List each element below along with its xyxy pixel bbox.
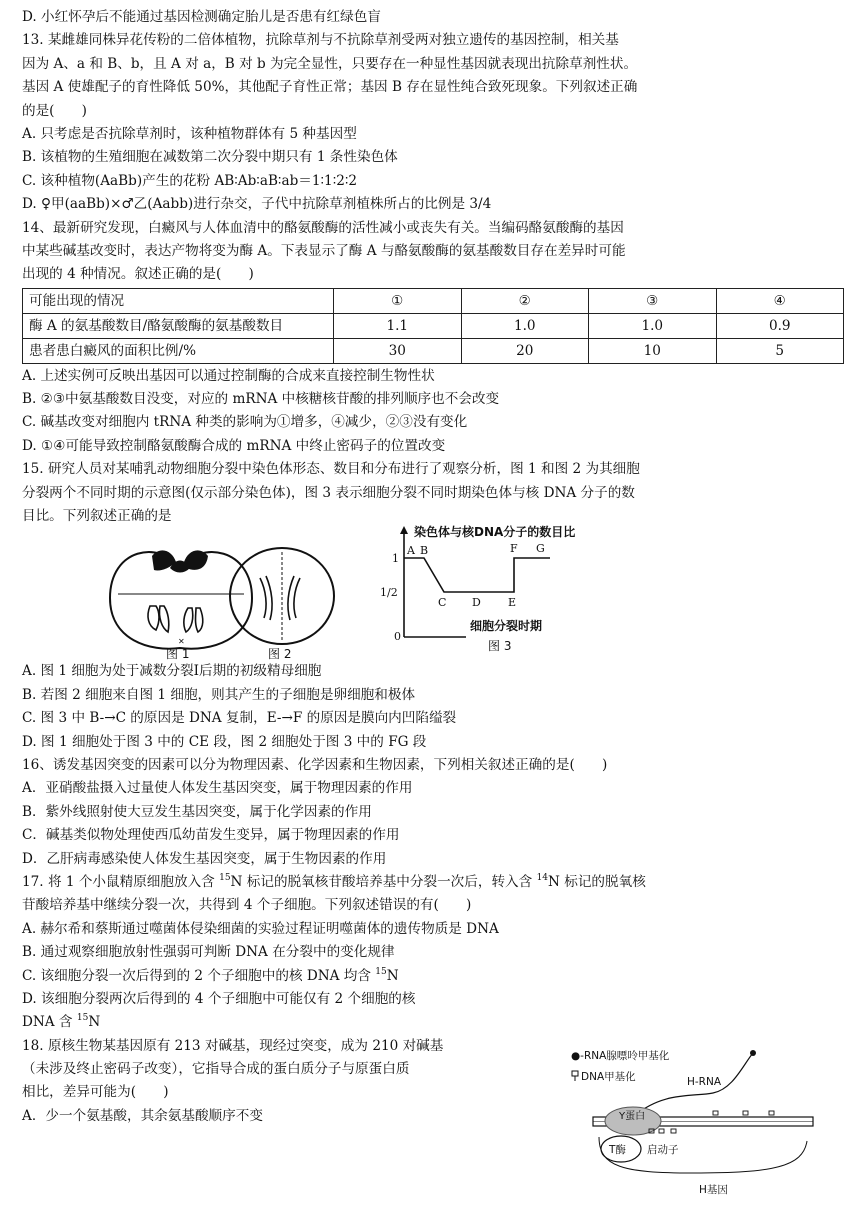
- figure-3-caption: 图 3: [488, 639, 512, 654]
- promoter-label: 启动子: [647, 1144, 679, 1156]
- h-gene-label: H基因: [699, 1184, 728, 1196]
- text-line-2: C. 碱基改变对细胞内 tRNA 种类的影响为①增多，④减少，②③没有变化: [22, 414, 468, 431]
- y-tick-half: 1/2: [380, 586, 398, 600]
- text-line-6: B. 该植物的生殖细胞在减数第二次分裂中期只有 1 条性染色体: [22, 149, 398, 166]
- table-cell: 10: [589, 338, 717, 363]
- point-label: E: [508, 596, 517, 610]
- text-line-0: A. 图 1 细胞为处于减数分裂Ⅰ后期的初级精母细胞: [22, 663, 322, 680]
- figure-row: [22, 525, 844, 661]
- q18-option-a: A．少一个氨基酸，其余氨基酸顺序不变: [22, 1107, 263, 1124]
- text-line-9: 14、最新研究发现，白癜风与人体血清中的酪氨酸酶的活性减小或丧失有关。当编码酪氨酸酶的基因: [22, 219, 624, 236]
- point-label: G: [536, 542, 545, 556]
- point-label: B: [420, 544, 429, 558]
- text-line-3: 基因 A 使雄配子的育性降低 50%，其他配子育性正常；基因 B 存在显性纯合致死现象。下列叙述正确: [22, 79, 638, 96]
- q17-line-1: 17. 将 1 个小鼠精原细胞放入含 $^{15}$N 标记的脱氧核苷酸培养基中分裂一次后，转入含 $^{14}$N 标记的脱氧核: [22, 872, 646, 890]
- figure-1-caption: 图 1: [166, 647, 190, 661]
- point-label: D: [472, 596, 481, 610]
- text-line-3: D. ①④可能导致控制酪氨酸酶合成的 mRNA 中终止密码子的位置改变: [22, 437, 446, 454]
- text-line-2: C. 图 3 中 B-→C 的原因是 DNA 复制，E-→F 的原因是膜向内凹陷缢裂: [22, 710, 457, 727]
- chromosomes: [260, 576, 300, 620]
- legend-rna-methylation: ●-RNA腺嘌呤甲基化: [571, 1050, 670, 1062]
- text-line-8: D. ♀甲(aaBb)×♂乙(Aabb)进行杂交，子代中抗除草剂植株所占的比例是 3/4: [22, 196, 492, 213]
- text-line-8: D．乙肝病毒感染使人体发生基因突变，属于生物因素的作用: [22, 850, 387, 867]
- text-line-0: D. 小红怀孕后不能通过基因检测确定胎儿是否患有红绿色盲: [22, 9, 381, 25]
- exam-page: [22, 6, 844, 1128]
- text-line-7: C．碱基类似物处理使西瓜幼苗发生变异，属于物理因素的作用: [22, 827, 400, 844]
- figure-3: [374, 522, 634, 654]
- table-cell: 1.1: [334, 313, 462, 338]
- chromosomes-top: [152, 551, 208, 573]
- text-line-6: B．紫外线照射使大豆发生基因突变，属于化学因素的作用: [22, 803, 372, 820]
- table-header-cell: 可能出现的情况: [23, 288, 334, 313]
- q17-option-d-2: DNA 含 $^{15}$N: [22, 1013, 101, 1031]
- figure-3-title: 染色体与核DNA分子的数目比: [414, 525, 576, 540]
- text-line-1: B. ②③中氨基酸数目没变，对应的 mRNA 中核糖核苷酸的排列顺序也不会改变: [22, 391, 500, 408]
- figure-2-caption: 图 2: [268, 647, 292, 661]
- svg-text:✕: ✕: [178, 637, 185, 647]
- text-line-3: D. 图 1 细胞处于图 3 中的 CE 段，图 2 细胞处于图 3 中的 FG 段: [22, 733, 427, 750]
- legend-dna-methylation: DNA甲基化: [581, 1071, 636, 1083]
- table-row: [23, 313, 844, 338]
- table-header-cell: ②: [461, 288, 589, 313]
- table-cell: 酶 A 的氨基酸数目/酪氨酸酶的氨基酸数目: [23, 313, 334, 338]
- text-line-4: 的是( ): [22, 102, 87, 119]
- text-line-2: 因为 A、a 和 B、b，且 A 对 a，B 对 b 为完全显性，只要存在一种显性基因就表现出抗除草剂性状。: [22, 55, 638, 72]
- table-header-cell: ④: [716, 288, 844, 313]
- text-line-0: A. 上述实例可反映出基因可以通过控制酶的合成来直接控制生物性状: [22, 367, 435, 384]
- q18-line-1: 18. 原核生物某基因原有 213 对碱基，现经过突变，成为 210 对碱基: [22, 1037, 444, 1054]
- t-enzyme-label: T酶: [609, 1144, 626, 1156]
- q17-option-b: B. 通过观察细胞放射性强弱可判断 DNA 在分裂中的变化规律: [22, 944, 395, 961]
- point-label: A: [407, 544, 415, 558]
- questions-bottom: [22, 660, 844, 871]
- questions-top: [22, 6, 844, 287]
- text-line-5: A. 只考虑是否抗除草剂时，该种植物群体有 5 种基因型: [22, 125, 357, 142]
- table-cell: 患者患白癜风的面积比例/%: [23, 338, 334, 363]
- text-line-1: 13. 某雌雄同株异花传粉的二倍体植物，抗除草剂与不抗除草剂受两对独立遗传的基因控制，相关基: [22, 32, 619, 49]
- methylation-marks: [649, 1111, 774, 1133]
- questions-mid: [22, 365, 844, 529]
- table-cell: 30: [334, 338, 462, 363]
- table-cell: 0.9: [716, 313, 844, 338]
- dna-methylation-icon: [572, 1071, 578, 1081]
- chromosomes-bottom: [148, 606, 203, 632]
- q18-line-2: （未涉及终止密码子改变），它指导合成的蛋白质分子与原蛋白质: [22, 1061, 410, 1078]
- text-line-4: 16、诱发基因突变的因素可以分为物理因素、化学因素和生物因素，下列相关叙述正确的是( ): [22, 756, 608, 773]
- h-gene-bracket: [599, 1137, 807, 1173]
- text-line-5: A．亚硝酸盐摄入过量使人体发生基因突变，属于物理因素的作用: [22, 780, 413, 797]
- text-line-6: 目比。下列叙述正确的是: [22, 508, 172, 525]
- h-rna-label: H-RNA: [687, 1076, 722, 1088]
- x-axis-label: 细胞分裂时期: [470, 619, 543, 634]
- ratio-line: [404, 558, 550, 592]
- table-header-row: [23, 288, 844, 313]
- q17-line-2: 苷酸培养基中继续分裂一次，共得到 4 个子细胞。下列叙述错误的有( ): [22, 897, 472, 914]
- text-line-7: C. 该种植物(AaBb)产生的花粉 AB∶Ab∶aB∶ab＝1∶1∶2∶2: [22, 172, 358, 189]
- text-line-10: 中某些碱基改变时，表达产物将变为酶 A。下表显示了酶 A 与酪氨酸酶的氨基酸数目存在差异时可能: [22, 242, 626, 259]
- text-line-1: B. 若图 2 细胞来自图 1 细胞，则其产生的子细胞是卵细胞和极体: [22, 686, 416, 703]
- gene-regulation-diagram: [563, 1041, 825, 1219]
- text-line-5: 分裂两个不同时期的示意图(仅示部分染色体)，图 3 表示细胞分裂不同时期染色体与核 DNA 分子的数: [22, 484, 635, 501]
- q18-line-3: 相比，差异可能为( ): [22, 1084, 169, 1101]
- table-row: [23, 338, 844, 363]
- y-protein-label: Y蛋白: [619, 1111, 646, 1122]
- table-cell: 1.0: [461, 313, 589, 338]
- text-line-11: 出现的 4 种情况。叙述正确的是( ): [22, 266, 254, 283]
- table-cell: 5: [716, 338, 844, 363]
- table-header-cell: ①: [334, 288, 462, 313]
- table-cell: 20: [461, 338, 589, 363]
- point-label: C: [438, 596, 447, 610]
- q17-option-a: A. 赫尔希和蔡斯通过噬菌体侵染细菌的实验过程证明噬菌体的遗传物质是 DNA: [22, 920, 499, 937]
- table-header-cell: ③: [589, 288, 717, 313]
- y-tick-1: 1: [392, 552, 399, 566]
- q17-option-d-1: D. 该细胞分裂两次后得到的 4 个子细胞中可能仅有 2 个细胞的核: [22, 990, 416, 1007]
- q17-option-c: C. 该细胞分裂一次后得到的 2 个子细胞中的核 DNA 均含 $^{15}$N: [22, 966, 399, 984]
- table-cell: 1.0: [589, 313, 717, 338]
- text-line-4: 15. 研究人员对某哺乳动物细胞分裂中染色体形态、数目和分布进行了观察分析，图 1 和图 2 为其细胞: [22, 461, 640, 478]
- y-tick-0: 0: [394, 630, 401, 644]
- enzyme-table: [22, 288, 844, 364]
- figure-2: [220, 528, 350, 660]
- point-label: F: [510, 542, 518, 556]
